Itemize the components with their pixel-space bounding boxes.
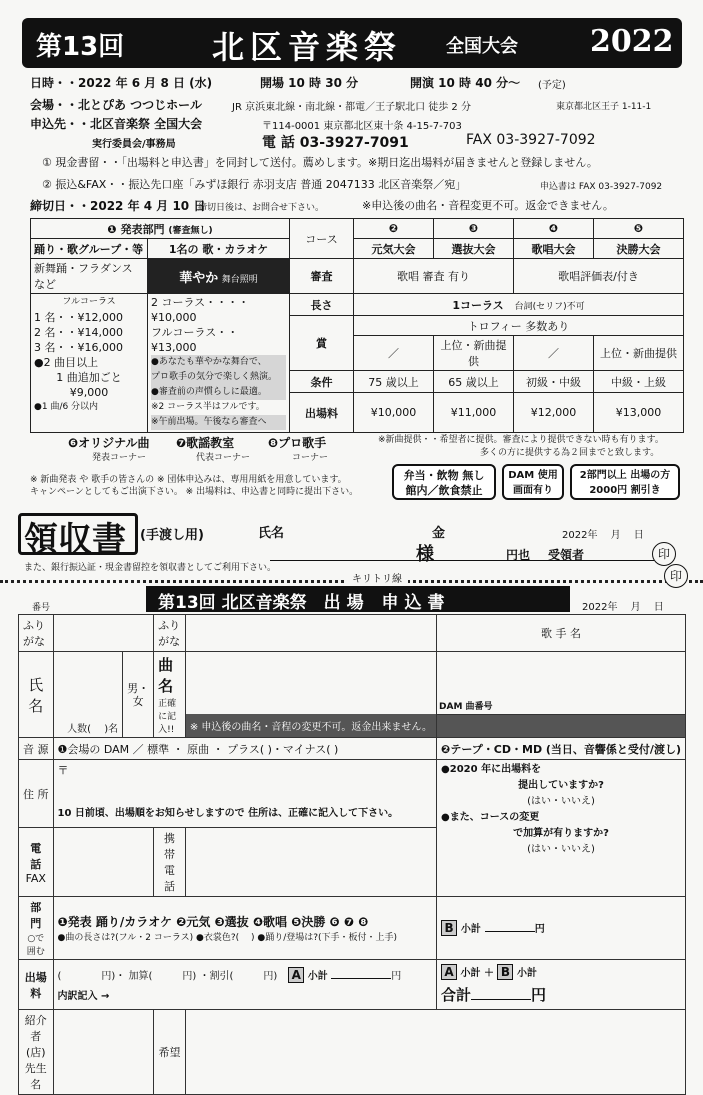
title-banner bbox=[22, 18, 682, 68]
form-date: 2022年 月 日 bbox=[582, 602, 664, 613]
fee-3: ¥11,000 bbox=[434, 393, 514, 433]
deadline-note: 締切日後は、お問合せ下さい。 bbox=[198, 203, 325, 213]
fee-4: ¥12,000 bbox=[514, 393, 594, 433]
new-song-note-2: 多くの方に提供する為２回までと致します。 bbox=[480, 448, 660, 458]
gender-select[interactable]: 男・女 bbox=[123, 652, 154, 738]
cond-label: 条件 bbox=[290, 371, 354, 393]
prize-2: ／ bbox=[354, 336, 434, 371]
hope-input[interactable] bbox=[185, 1010, 685, 1095]
song-label: 曲名 正確に記入!! bbox=[154, 652, 186, 738]
course-genki: 元気大会 bbox=[354, 239, 434, 259]
festival-subtitle: 全国大会 bbox=[446, 36, 518, 57]
name-label: 氏名 bbox=[19, 652, 54, 738]
corner-6: ❻オリジナル曲 bbox=[68, 436, 150, 450]
song-furigana-input[interactable] bbox=[185, 615, 436, 652]
source-dam[interactable]: ❶会場の DAM ／ 標準 ・ 原曲 ・ プラス( )・マイナス( ) bbox=[53, 738, 437, 760]
cond-3: 65 歳以上 bbox=[434, 371, 514, 393]
prize-5: 上位・新曲提供 bbox=[594, 336, 684, 371]
cond-4: 初級・中級 bbox=[514, 371, 594, 393]
judge-1: 歌唱 審査 有り bbox=[354, 259, 514, 294]
song-input[interactable]: ※ 申込後の曲名・音程の変更不可。返金出来ません。 bbox=[185, 652, 436, 738]
payment-method-1: ① 現金書留・・「出場料と申込書」を同封して送付。薦めします。※期日迄出場料が届きませんと登録しません。 bbox=[42, 156, 598, 169]
corner-8-sub: コーナー bbox=[292, 453, 329, 463]
receipt-handed: (手渡し用) bbox=[140, 528, 204, 543]
judge-label: 審査 bbox=[290, 259, 354, 294]
furigana-input[interactable] bbox=[53, 615, 154, 652]
festival-year: 2022 bbox=[590, 24, 674, 59]
mobile-input[interactable] bbox=[185, 828, 436, 897]
fee-input[interactable]: ( 円)・ 加算( 円) ・割引( 円) A 小計 円 内訳記入 → bbox=[53, 960, 437, 1010]
form-number: 番号 bbox=[32, 603, 51, 613]
source-tape[interactable]: ❷テープ・CD・MD (当日、音響係と受付/渡し) bbox=[437, 738, 686, 760]
discount-box: 2部門以上 出場の方 2000円 割引き bbox=[570, 464, 680, 500]
total-box[interactable]: A 小計 ＋ B 小計 合計 円 bbox=[437, 960, 686, 1010]
new-song-note: ※新曲提供・・希望者に提供。審査により提供できない時も有ります。 bbox=[378, 435, 664, 445]
cut-label: キリトリ線 bbox=[346, 570, 408, 585]
dance-sub: 新舞踊・フラダンス など bbox=[31, 259, 148, 294]
application-form bbox=[18, 614, 686, 1095]
corner-6-sub: 発表コーナー bbox=[92, 453, 147, 463]
cond-5: 中級・上級 bbox=[594, 371, 684, 393]
office-tel: 電 話 03-3927-7091 bbox=[262, 135, 409, 151]
intro-input[interactable] bbox=[53, 1010, 154, 1095]
tel-input[interactable] bbox=[53, 828, 154, 897]
dept-header: ❶ 発表部門 (審査無し) bbox=[31, 219, 290, 239]
note-a: ※ 新曲発表 や 歌手の皆さんの ※ 団体申込みは、専用用紙を用意しています。 bbox=[30, 475, 347, 485]
name-input[interactable]: 人数( )名 bbox=[53, 652, 123, 738]
receipt-date: 2022年 月 日 bbox=[562, 530, 644, 541]
festival-title: 北区音楽祭 bbox=[212, 28, 403, 66]
mobile-label: 携 帯 電 話 bbox=[154, 828, 186, 897]
course-table bbox=[30, 218, 684, 433]
dept-label: 部 門 ○で囲む bbox=[19, 897, 54, 960]
food-box: 弁当・飲物 無し 館内／飲食禁止 bbox=[392, 464, 496, 500]
apply-to: 申込先・・北区音楽祭 全国大会 bbox=[30, 117, 203, 131]
dept-select[interactable]: ❶発表 踊り/カラオケ ❷元気 ❸選抜 ❹歌唱 ❺決勝 ❻ ❼ ❽ ●曲の長さは?(フル・2 コーラス) ●衣裳色?( ) ●踊り/登場は?(下手・板付・上手) bbox=[53, 897, 437, 960]
length-label: 長さ bbox=[290, 294, 354, 316]
payment-method-2: ② 振込&FAX・・振込先口座「みずほ銀行 赤羽支店 普通 2047133 北区音楽祭／宛」 bbox=[42, 178, 467, 191]
course-kasho: 歌唱大会 bbox=[514, 239, 594, 259]
receipt-name-label: 氏名 bbox=[258, 526, 285, 541]
receipt-sama: 様 bbox=[416, 544, 434, 565]
corner-8: ❽プロ歌手 bbox=[268, 436, 327, 450]
venue-address: 東京都北区王子 1-11-1 bbox=[556, 102, 652, 112]
tel-fax-label: 電 話 FAX bbox=[19, 828, 54, 897]
fee-label: 出場料 bbox=[290, 393, 354, 433]
venue: 会場・・北とぴあ つつじホール bbox=[30, 98, 202, 112]
b-subtotal[interactable]: B 小計 円 bbox=[437, 897, 686, 960]
single-prices: 2 コーラス・・・・¥10,000 フルコーラス・・ ¥13,000 ●あなたも華やかな舞台で、 プロ歌手の気分で楽しく熱演。 ●審査前の声慣らしに最適。 ※2 コーラス半はフルです。 ※午前出場。午後なら審査へ bbox=[148, 294, 290, 433]
receipt-note: また、銀行振込証・現金書留控を領収書としてご利用下さい。 bbox=[24, 563, 277, 573]
course-header: コース bbox=[290, 219, 354, 259]
cut-seal: 印 bbox=[664, 564, 688, 588]
furigana-label: ふりがな bbox=[19, 615, 54, 652]
dept-dance: 踊り・歌グループ・等 bbox=[31, 239, 148, 259]
prize-3: 上位・新曲提供 bbox=[434, 336, 514, 371]
receipt-seal: 印 bbox=[652, 542, 676, 566]
intro-label: 紹介者(店) 先生名 bbox=[19, 1010, 54, 1095]
singer-label: 歌 手 名 bbox=[437, 615, 686, 652]
dam-number[interactable]: DAM 曲番号 bbox=[437, 652, 686, 738]
course-senbatsu: 選抜大会 bbox=[434, 239, 514, 259]
receipt-title: 領収書 bbox=[24, 520, 126, 560]
payment-fax: 申込書は FAX 03-3927-7092 bbox=[540, 182, 663, 192]
note-b: キャンペーンとしてもご出演下さい。 ※ 出場料は、申込書と同時に提出下さい。 bbox=[30, 487, 359, 497]
office-fax: FAX 03-3927-7092 bbox=[466, 132, 596, 148]
dance-prices: フルコーラス 1 名・・¥12,000 2 名・・¥14,000 3 名・・¥16,000 ●2 曲目以上 1 曲追加ごと ¥9,000 ●1 曲/6 分以内 bbox=[31, 294, 148, 433]
deadline-warning: ※申込後の曲名・音程変更不可。返金できません。 bbox=[362, 199, 614, 212]
question-box[interactable]: ●2020 年に出場料を 提出していますか? (はい・いいえ) ●また、コースの変更 で加算が有りますか? (はい・いいえ) bbox=[437, 760, 686, 897]
address-input[interactable]: 〒 10 日前頃、出場順をお知らせしますので 住所は、正確に記入して下さい。 bbox=[53, 760, 437, 828]
form-title: 第13回 北区音楽祭 出場 申込書 bbox=[146, 586, 570, 612]
office: 実行委員会/事務局 bbox=[92, 139, 176, 150]
col5-num: ❺ bbox=[594, 219, 684, 239]
col4-num: ❹ bbox=[514, 219, 594, 239]
prize-label: 賞 bbox=[290, 316, 354, 371]
receipt-underline bbox=[270, 560, 654, 561]
prize-4: ／ bbox=[514, 336, 594, 371]
col3-num: ❸ bbox=[434, 219, 514, 239]
judge-2: 歌唱評価表/付き bbox=[514, 259, 684, 294]
edition: 第13回 bbox=[36, 32, 125, 62]
receipt-yen: 円也 bbox=[506, 548, 531, 562]
corner-7: ❼歌謡教室 bbox=[176, 436, 235, 450]
corner-7-sub: 代表コーナー bbox=[196, 453, 251, 463]
cond-2: 75 歳以上 bbox=[354, 371, 434, 393]
furigana-label-2: ふりがな bbox=[154, 615, 186, 652]
dam-box: DAM 使用 画面有り bbox=[502, 464, 564, 500]
apply-address: 〒114-0001 東京都北区東十条 4-15-7-703 bbox=[262, 121, 462, 132]
fee-label: 出場料 bbox=[19, 960, 54, 1010]
receipt-receiver: 受領者 bbox=[548, 548, 585, 562]
hanayaka-label: 華やか 舞台照明 bbox=[148, 259, 290, 294]
venue-access: JR 京浜東北線・南北線・都電／王子駅北口 徒歩 2 分 bbox=[232, 102, 471, 113]
source-label: 音 源 bbox=[19, 738, 54, 760]
fee-2: ¥10,000 bbox=[354, 393, 434, 433]
length-value: 1コーラス 台詞(セリフ)不可 bbox=[354, 294, 684, 316]
fee-5: ¥13,000 bbox=[594, 393, 684, 433]
address-label: 住 所 bbox=[19, 760, 54, 828]
start-note: (予定) bbox=[538, 80, 566, 91]
door-open: 開場 10 時 30 分 bbox=[260, 76, 359, 90]
hope-label: 希望 bbox=[154, 1010, 186, 1095]
deadline: 締切日・・2022 年 4 月 10 日 bbox=[30, 199, 206, 213]
event-date: 日時・・2022 年 6 月 8 日 (水) bbox=[30, 76, 213, 90]
trophy: トロフィー 多数あり bbox=[354, 316, 684, 336]
dept-single: 1名の 歌・カラオケ bbox=[148, 239, 290, 259]
col2-num: ❷ bbox=[354, 219, 434, 239]
course-kessho: 決勝大会 bbox=[594, 239, 684, 259]
receipt-kin: 金 bbox=[432, 526, 446, 541]
show-start: 開演 10 時 40 分～ bbox=[410, 76, 521, 90]
